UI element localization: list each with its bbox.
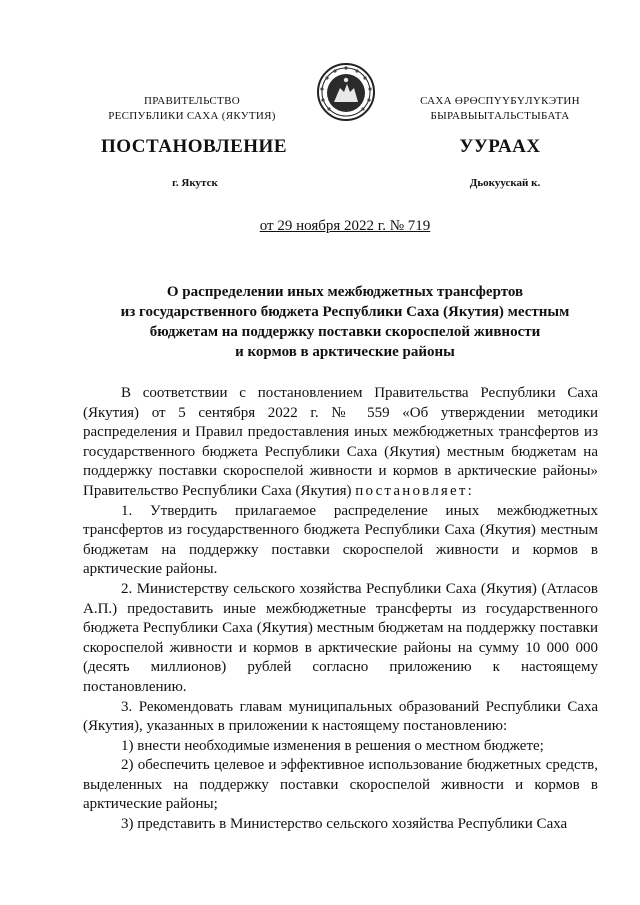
subject-line: О распределении иных межбюджетных трансфертов [166,284,524,300]
paragraph-3-item-1: 1) внести необходимые изменения в решения о местном бюджете; [121,737,544,754]
subject-line: и кормов в арктические районы [235,344,455,360]
intro-resolves: постановляет: [355,482,474,499]
paragraph-2: 2. Министерству сельского хозяйства Республики Саха (Якутия) (Атласов А.П.) предоставить иные межбюджетные трансферты из государственного бюджета Республики Саха (Якутия) местным бюджетам на поддержку поставки скороспелой живности и кормов в арктические районы на сумму 10 000 000 (десять миллионов) рублей согласно приложению к настоящему постановлению. [83,580,598,695]
paragraph-3-item-3: 3) представить в Министерство сельского хозяйства Республики Саха [121,816,568,833]
header-right-line2: БЫРАВЫЫТАЛЬСТЫБАТА [430,110,570,122]
city-ru: г. Якутск [172,177,218,189]
coat-of-arms-icon [316,62,376,122]
subject-line: из государственного бюджета Республики Саха (Якутия) местным [120,304,570,320]
header-left-org [72,94,312,124]
date-number: от 29 ноября 2022 г. № 719 [259,218,431,234]
header-left-line1: ПРАВИТЕЛЬСТВО [144,95,240,107]
paragraph-intro [83,384,598,502]
paragraph-1: 1. Утвердить прилагаемое распределение иных межбюджетных трансфертов из государственного бюджета Республики Саха (Якутия) местным бюджетам на поддержку поставки скороспелой живности и кормов в арктические районы. [83,502,598,578]
doc-type-title-sakha: УУРААХ [459,136,541,157]
date-number-line [150,218,540,235]
subject-line: бюджетам на поддержку поставки скороспелой живности [149,324,541,340]
document-subject [100,282,590,362]
paragraph-3-item-2: 2) обеспечить целевое и эффективное использование бюджетных средств, выделенных на поддержку поставки скороспелой живности и кормов в арктические районы; [83,757,598,813]
document-body [83,384,598,835]
intro-text: В соответствии с постановлением Правительства Республики Саха (Якутия) от 5 сентября 2022 г. № 559 «Об утверждении методики распределения и Правил предоставления иных межбюджетных трансфертов из государственного бюджета Республики Саха (Якутия) местным бюджетам на поддержку поставки скороспелой живности и кормов в арктические районы» Правительство Республики Саха (Якутия) [83,385,598,499]
header-right-line1: САХА ӨРӨСПҮҮБҮЛҮКЭТИН [420,95,580,107]
paragraph-3: 3. Рекомендовать главам муниципальных образований Республики Саха (Якутия), указанных в приложении к настоящему постановлению: [83,698,598,735]
header-left-line2: РЕСПУБЛИКИ САХА (ЯКУТИЯ) [108,110,276,122]
doc-type-title-ru: ПОСТАНОВЛЕНИЕ [100,136,288,157]
header-right-org [380,94,620,124]
city-sakha: Дьокуускай к. [469,177,541,189]
